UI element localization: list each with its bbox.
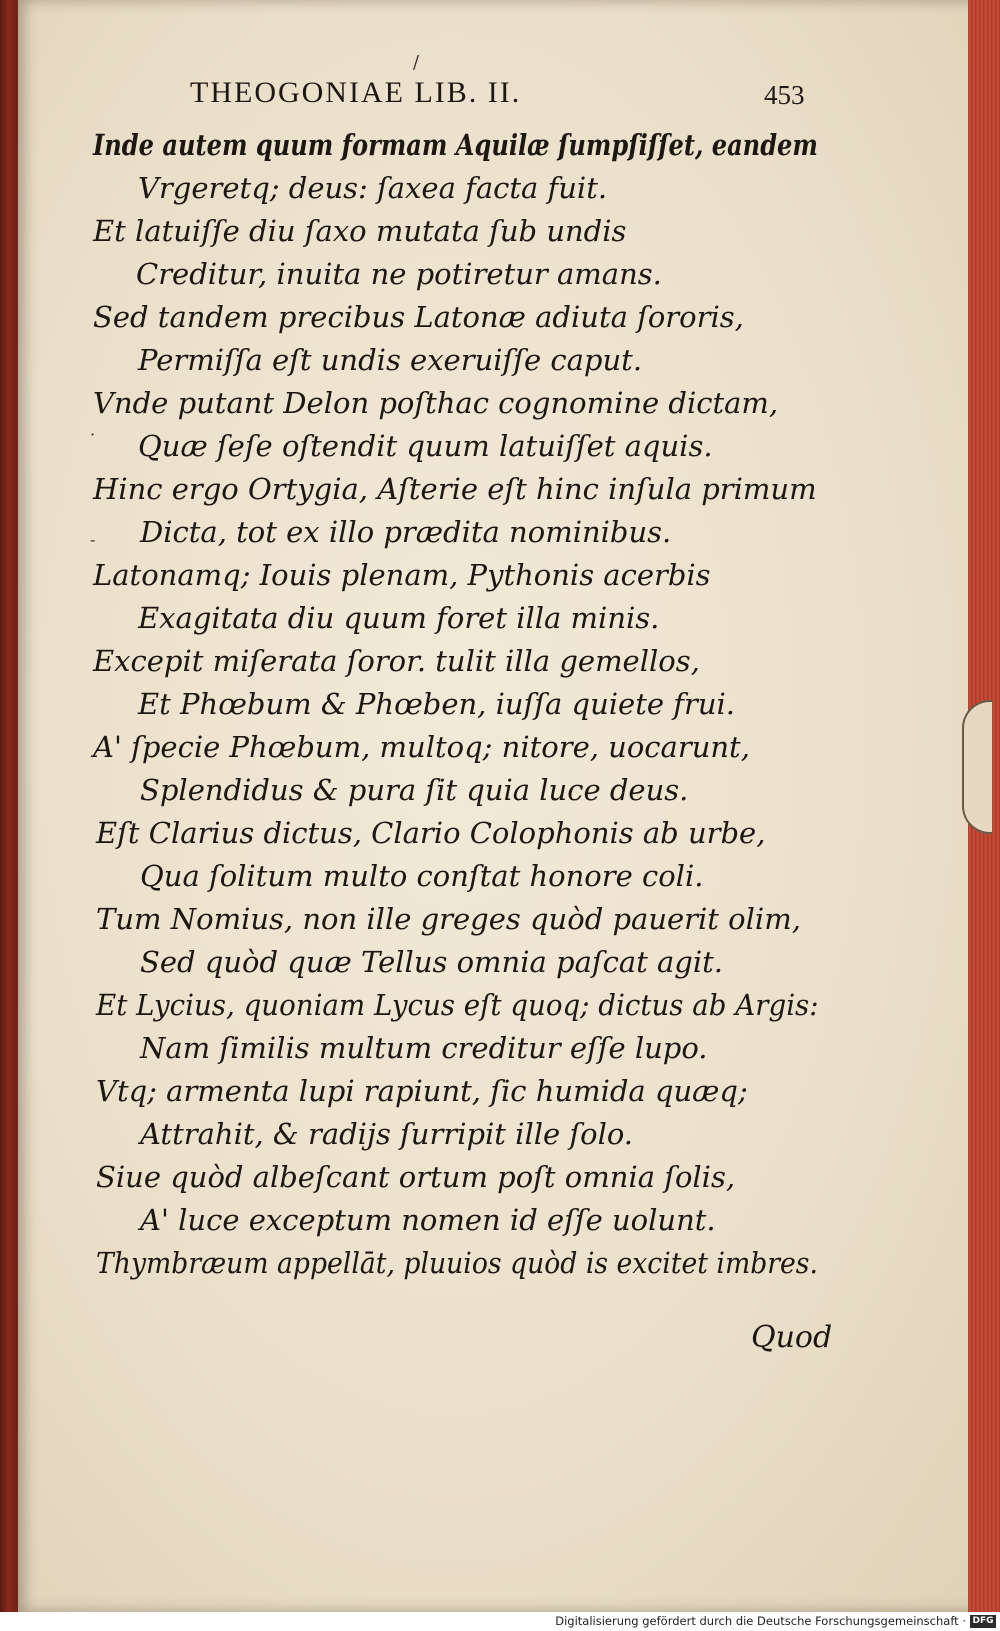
verse-line: Exagitata diu quum foret illa minis. <box>138 601 660 635</box>
book-page <box>18 0 984 1612</box>
verse-line: Tum Nomius, non ille greges quòd pauerit olim, <box>96 902 801 936</box>
verse-line: Excepit miſerata ſoror. tulit illa gemellos, <box>93 644 700 678</box>
verse-line: Sed quòd quæ Tellus omnia paſcat agit. <box>140 945 724 979</box>
dfg-logo-icon: DFG <box>970 1615 996 1628</box>
verse-line: Inde autem quum formam Aquilæ ſumpſiſſet, eandem <box>93 128 818 162</box>
verse-line: Creditur, inuita ne potiretur amans. <box>136 257 662 291</box>
verse-line: Dicta, tot ex illo prædita nominibus. <box>140 515 672 549</box>
verse-line: Nam ſimilis multum creditur eſſe lupo. <box>140 1031 708 1065</box>
verse-line: Et Phœbum & Phœben, iuſſa quiete frui. <box>138 687 736 721</box>
ink-mark: - <box>90 530 96 549</box>
verse-line: A' luce exceptum nomen id eſſe uolunt. <box>140 1203 716 1237</box>
page-number: 453 <box>764 80 805 110</box>
verse-line: Latonamq; Iouis plenam, Pythonis acerbis <box>93 558 711 592</box>
verse-line: Vtq; armenta lupi rapiunt, ſic humida quæq; <box>96 1074 748 1108</box>
verse-line: Hinc ergo Ortygia, Aſterie eſt hinc inſula primum <box>93 472 817 506</box>
ink-mark: · <box>90 425 96 444</box>
verse-line: Quæ ſeſe oſtendit quum latuiſſet aquis. <box>138 429 713 463</box>
book-spine <box>0 0 20 1612</box>
verse-line: A' ſpecie Phœbum, multoq; nitore, uocarunt, <box>93 730 750 764</box>
verse-line: Attrahit, & radijs ſurripit ille ſolo. <box>140 1117 634 1151</box>
verse-line: Eſt Clarius dictus, Clario Colophonis ab urbe, <box>96 816 766 850</box>
verse-line: Vrgeretq; deus: ſaxea facta fuit. <box>138 171 608 205</box>
verse-line: Vnde putant Delon poſthac cognomine dictam, <box>93 386 779 420</box>
verse-line: Siue quòd albeſcant ortum poſt omnia ſolis, <box>96 1160 736 1194</box>
verse-line: Et Lycius, quoniam Lycus eſt quoq; dictus ab Argis: <box>96 988 819 1022</box>
verse-line: Permiſſa eſt undis exeruiſſe caput. <box>138 343 643 377</box>
running-head: THEOGONIAE LIB. II. <box>190 76 522 109</box>
verse-line: Sed tandem precibus Latonæ adiuta ſororis, <box>93 300 744 334</box>
verse-line: Splendidus & pura ſit quia luce deus. <box>140 773 689 807</box>
verse-line: Thymbræum appellāt, pluuios quòd is excitet imbres. <box>96 1246 818 1280</box>
page-tab-notch <box>962 700 992 834</box>
verse-line: Et latuiſſe diu ſaxo mutata ſub undis <box>93 214 627 248</box>
digitization-footer <box>0 1612 1000 1631</box>
ink-mark: / <box>413 52 420 73</box>
catchword: Quod <box>751 1320 833 1355</box>
footer-credit: Digitalisierung gefördert durch die Deutsche Forschungsgemeinschaft · <box>555 1614 966 1628</box>
verse-line: Qua ſolitum multo conſtat honore coli. <box>140 859 704 893</box>
